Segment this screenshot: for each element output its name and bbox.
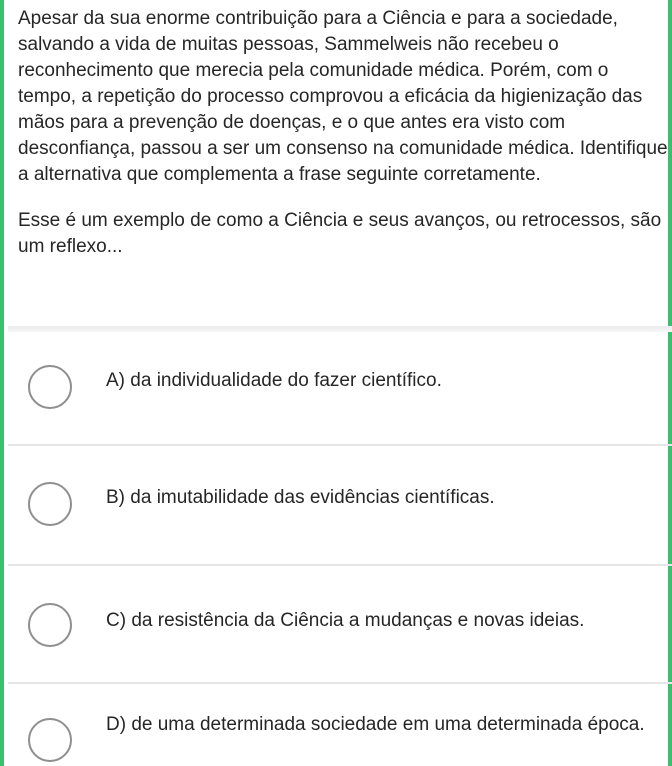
radio-button-icon[interactable] [28,482,72,526]
option-c[interactable] [8,566,672,682]
option-a[interactable] [8,332,672,444]
radio-button-icon[interactable] [28,365,72,409]
option-a-label: A) da individualidade do fazer científico. [106,370,442,391]
question-paragraph-prompt: Esse é um exemplo de como a Ciência e seus avanços, ou retrocessos, são um reflexo... [18,210,662,257]
option-b[interactable] [8,446,672,564]
option-d[interactable] [8,684,672,766]
radio-button-icon[interactable] [28,603,72,647]
radio-button-icon[interactable] [28,718,72,762]
option-b-label: B) da imutabilidade das evidências científicas. [106,487,495,508]
option-c-label: C) da resistência da Ciência a mudanças e novas ideias. [106,610,585,631]
question-paragraph-context: Apesar da sua enorme contribuição para a Ciência e para a sociedade, salvando a vida de muitas pessoas, Sammelweis não recebeu o reconhecimento que merecia pela comunidade médica. Porém, com o tempo, a repetição do processo comprovou a eficácia da higienização das mãos para a prevenção de doenças, e o que antes era visto com desconfiança, passou a ser um consenso na comunidade médica. Identifique a alternativa que complementa a frase seguinte corretamente. [18,8,668,185]
option-d-label: D) de uma determinada sociedade em uma determinada época. [106,714,645,735]
question-text [18,6,668,260]
